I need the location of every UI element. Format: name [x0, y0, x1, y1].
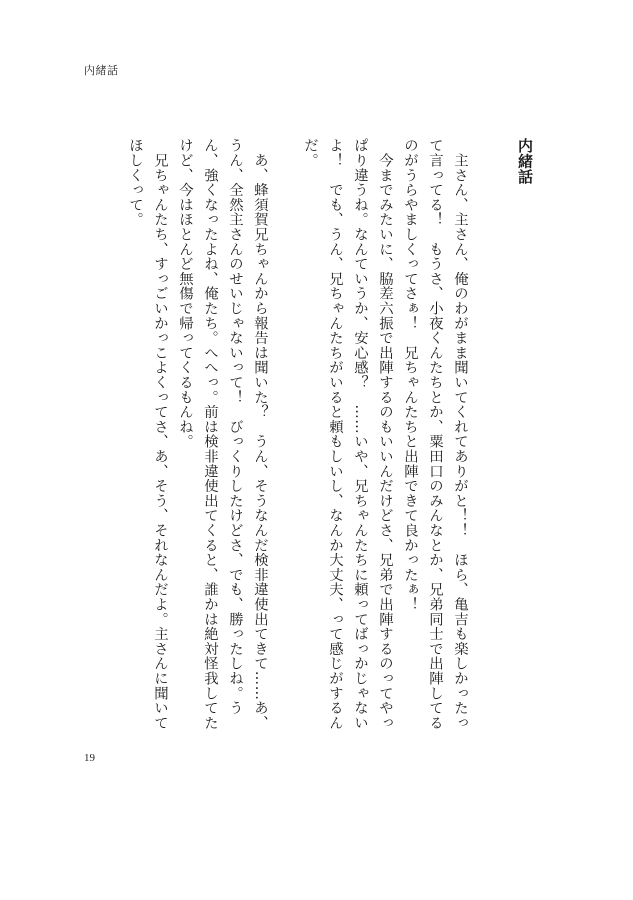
text-line: 兄ちゃんたち、すっごいかっこよくってさ、あ、そう、それなんだよ。主さんに聞いて — [152, 138, 168, 730]
text-line: あ、蜂須賀兄ちゃんから報告は聞いた？ うん、そうなんだ検非違使出てきて……あ、 — [252, 138, 268, 730]
running-head: 内緒話 — [84, 64, 119, 77]
text-line: けど、今はほとんど無傷で帰ってくるもんね。 — [177, 138, 193, 449]
text-line: ぱり違うね。なんていうか、安心感？ ……いや、兄ちゃんたちに頼ってばっかじゃない — [352, 138, 368, 730]
text-line: よ！ でも、うん、兄ちゃんたちがいると頼もしいし、なんか大丈夫、って感じがするん — [327, 138, 343, 730]
text-line: 今までみたいに、脇差六振で出陣するのもいいんだけどさ、兄弟で出陣するのってやっ — [377, 138, 393, 730]
text-line: うん、全然主さんのせいじゃないって！ びっくりしたけどさ、でも、勝ったしね。う — [227, 138, 243, 716]
body-text — [122, 138, 537, 738]
text-line: のがうらやましくってさぁ！ 兄ちゃんたちと出陣できて良かったぁ！ — [402, 138, 418, 612]
blank-line — [272, 138, 297, 738]
text-line: だ。 — [302, 138, 318, 168]
text-line: て言ってる！ もうさ、小夜くんたちとか、粟田口のみんなとか、兄弟同士で出陣してる — [427, 138, 443, 730]
page-number: 19 — [84, 752, 95, 764]
chapter-title: 内緒話 — [516, 138, 534, 185]
text-line: ん、強くなったよね、俺たち。へへっ。前は検非違使出てくると、誰かは絶対怪我してた — [202, 138, 218, 730]
text-line: ほしくって。 — [127, 138, 143, 227]
text-line: 主さん、主さん、俺のわがまま聞いてくれてありがと！！ ほら、亀吉も楽しかったっ — [452, 138, 468, 730]
